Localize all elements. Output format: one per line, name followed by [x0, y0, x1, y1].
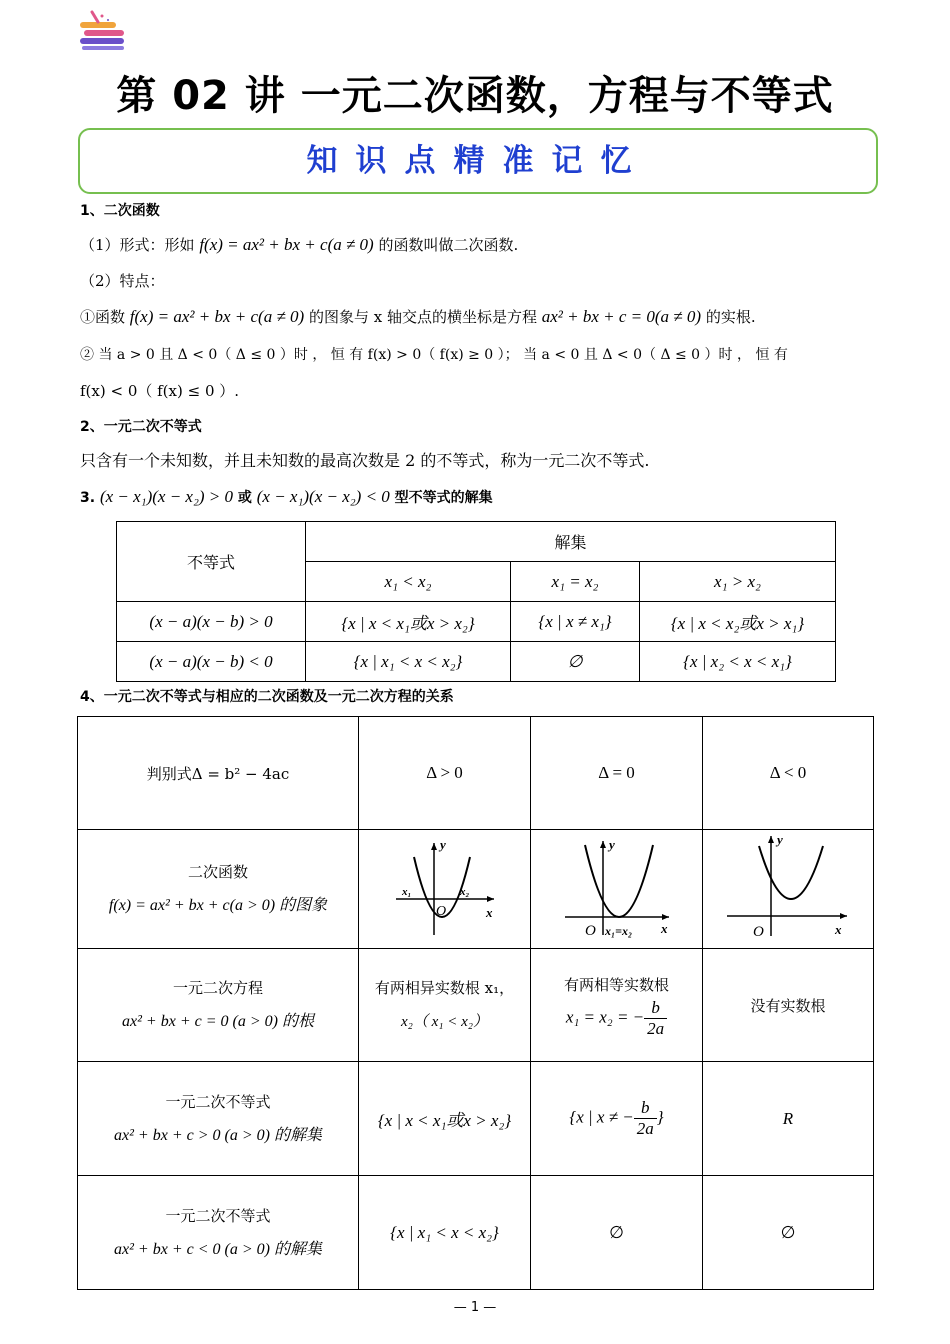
table1-cell: {x | x < x₁或x > x₂} — [306, 602, 511, 642]
ineq-lt-row-label: 一元二次不等式 — [165, 1206, 271, 1225]
discriminant-label: 判别式Δ = b² − 4ac — [78, 717, 359, 830]
table1-cell: {x | x₁ < x < x₂} — [306, 642, 511, 682]
solution-set-table — [116, 521, 836, 682]
table1-header-solution: 解集 — [306, 522, 836, 562]
graph-row-function: f(x) = ax² + bx + c(a > 0) 的图象 — [108, 897, 328, 914]
graph-origin: O — [753, 924, 764, 940]
s2-text: 只含有一个未知数，并且未知数的最高次数是 2 的不等式，称为一元二次不等式. — [80, 451, 650, 470]
two-roots-text: 有两相异实数根 x₁， — [374, 979, 515, 997]
parabola-two-roots-graph — [390, 837, 500, 937]
table1-cell: (x − a)(x − b) < 0 — [117, 642, 306, 682]
ineq-lt-solution-1: {x | x₁ < x < x₂} — [359, 1176, 531, 1290]
table-row — [117, 602, 836, 642]
equation-row-expr: ax² + bx + c = 0 (a > 0) 的根 — [122, 1013, 314, 1030]
parabola-one-root-graph — [557, 835, 677, 939]
ineq-lt-solution-2: ∅ — [531, 1176, 703, 1290]
table-row — [78, 1176, 874, 1290]
s1-form-line: （1）形式：形如 f(x) = ax² + bx + c(a ≠ 0) 的函数叫做二次函数. — [80, 235, 519, 254]
table1-cell: {x | x₂ < x < x₁} — [640, 642, 836, 682]
graph-y-label: y — [608, 837, 615, 852]
graph-root-1: x₁ — [401, 886, 411, 898]
s1-feature-label: （2）特点： — [80, 272, 165, 290]
delta-negative: Δ < 0 — [703, 717, 874, 830]
graph-x-label: x — [835, 922, 842, 937]
section-4-heading: 4、一元二次不等式与相应的二次函数及一元二次方程的关系 — [80, 689, 454, 705]
ineq-lt-solution-3: ∅ — [703, 1176, 874, 1290]
table-row — [78, 1062, 874, 1176]
ineq-lt-row-expr: ax² + bx + c < 0 (a > 0) 的解集 — [114, 1240, 322, 1258]
table-row — [78, 830, 874, 949]
section-banner: 知识点精准记忆 — [78, 128, 878, 194]
graph-x-label: x — [660, 921, 667, 936]
s1-point-2-line1: ② 当 a > 0 且 Δ < 0（ Δ ≤ 0 ）时 ， 恒 有 f(x) > 0（ f(x) ≥ 0 ）； 当 a < 0 且 Δ < 0（ Δ ≤ 0 ）时 ， 恒 有 — [80, 347, 788, 363]
section-3-heading: 3. (x − x₁)(x − x₂) > 0 或 (x − x₁)(x − x₂) < 0 型不等式的解集 — [80, 487, 493, 506]
table1-header-ineq: 不等式 — [117, 522, 306, 602]
section-1-heading: 1、二次函数 — [80, 203, 160, 219]
page-number: — 1 — — [453, 1300, 497, 1315]
s1-point-1: ①函数 f(x) = ax² + bx + c(a ≠ 0) 的图象与 x 轴交点的横坐标是方程 ax² + bx + c = 0(a ≠ 0) 的实根. — [80, 307, 756, 326]
table1-cell: ∅ — [511, 642, 640, 682]
ineq-gt-row-label: 一元二次不等式 — [165, 1092, 271, 1111]
graph-y-label: y — [439, 837, 446, 852]
double-root-text: 有两相等实数根 — [563, 975, 669, 994]
graph-origin: O — [435, 904, 446, 919]
table-row — [117, 642, 836, 682]
ineq-gt-solution-3: R — [703, 1062, 874, 1176]
graph-row-label: 二次函数 — [187, 863, 248, 881]
ineq-gt-row-expr: ax² + bx + c > 0 (a > 0) 的解集 — [114, 1126, 322, 1144]
double-root-formula: x₁ = x₂ = − $\frac{b}{2a}$ — [531, 998, 702, 1039]
ineq-gt-solution-1: {x | x < x₁或x > x₂} — [359, 1062, 531, 1176]
table1-cell: {x | x ≠ x₁} — [511, 602, 640, 642]
equation-row-label: 一元二次方程 — [172, 979, 263, 997]
table1-cell: {x | x < x₂或x > x₁} — [640, 602, 836, 642]
ineq-gt-solution-2: {x | x ≠ − $\frac{b}{2a}$ } — [531, 1062, 703, 1176]
graph-x-label: x — [485, 905, 492, 920]
section-2-heading: 2、一元二次不等式 — [80, 419, 202, 435]
table-row — [78, 949, 874, 1062]
table1-sub-header: x₁ > x₂ — [640, 562, 836, 602]
s1-point-2-line2: f(x) < 0（ f(x) ≤ 0 ）. — [80, 382, 240, 400]
table1-sub-header: x₁ < x₂ — [306, 562, 511, 602]
graph-origin: O — [584, 923, 596, 939]
table1-sub-header: x₁ = x₂ — [511, 562, 640, 602]
no-root-text: 没有实数根 — [703, 949, 874, 1062]
books-logo-icon — [78, 10, 130, 52]
table-row — [78, 717, 874, 830]
parabola-no-root-graph — [723, 832, 853, 942]
relationship-table — [77, 716, 874, 1290]
graph-double-root: x₁=x₂ — [604, 924, 632, 938]
delta-positive: Δ > 0 — [359, 717, 531, 830]
graph-y-label: y — [777, 832, 783, 847]
graph-root-2: x₂ — [459, 886, 469, 898]
delta-zero: Δ = 0 — [531, 717, 703, 830]
two-roots-order: x₂（ x₁ < x₂） — [401, 1014, 488, 1030]
table1-cell: (x − a)(x − b) > 0 — [117, 602, 306, 642]
page-title: 第 02 讲 一元二次函数，方程与不等式 — [116, 73, 834, 119]
